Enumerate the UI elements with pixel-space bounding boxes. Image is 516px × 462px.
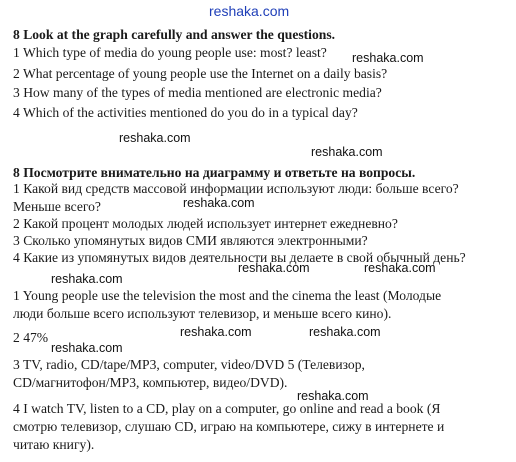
answer-4-cont: смотрю телевизор, слушаю CD, играю на компьютере, сижу в интернете и [13, 419, 445, 434]
watermark: reshaka.com [311, 145, 383, 159]
question-ru-2: 2 Какой процент молодых людей использует интернет ежедневно? [13, 216, 398, 231]
heading-en: 8 Look at the graph carefully and answer the questions. [13, 27, 336, 42]
watermark: reshaka.com [238, 261, 310, 275]
watermark: reshaka.com [297, 389, 369, 403]
question-en-4: 4 Which of the activities mentioned do you do in a typical day? [13, 105, 358, 120]
answer-1: 1 Young people use the television the most and the cinema the least (Молодые [13, 288, 442, 303]
question-en-1: 1 Which type of media do young people use: most? least? [13, 45, 327, 60]
watermark: reshaka.com [364, 261, 436, 275]
question-en-3: 3 How many of the types of media mentioned are electronic media? [13, 85, 382, 100]
answer-4-end: читаю книгу). [13, 437, 95, 452]
question-ru-3: 3 Сколько упомянутых видов СМИ являются электронными? [13, 233, 368, 248]
question-en-2: 2 What percentage of young people use the Internet on a daily basis? [13, 66, 388, 81]
watermark: reshaka.com [51, 341, 123, 355]
answer-3: 3 TV, radio, CD/tape/MP3, computer, video/DVD 5 (Телевизор, [13, 357, 365, 372]
watermark-top: reshaka.com [209, 3, 290, 19]
question-ru-1: 1 Какой вид средств массовой информации используют люди: больше всего? [13, 181, 459, 196]
watermark: reshaka.com [119, 131, 191, 145]
watermark: reshaka.com [352, 51, 424, 65]
question-ru-4: 4 Какие из упомянутых видов деятельности вы делаете в свой обычный день? [13, 250, 466, 265]
answer-4: 4 I watch TV, listen to a CD, play on a computer, go online and read a book (Я [13, 401, 441, 416]
heading-ru: 8 Посмотрите внимательно на диаграмму и ответьте на вопросы. [13, 165, 416, 180]
watermark: reshaka.com [309, 325, 381, 339]
answer-2: 2 47% [13, 330, 49, 345]
watermark: reshaka.com [183, 196, 255, 210]
question-ru-1-cont: Меньше всего? [13, 199, 101, 214]
watermark: reshaka.com [180, 325, 252, 339]
answer-3-cont: CD/магнитофон/MP3, компьютер, видео/DVD). [13, 375, 288, 390]
answer-1-cont: люди больше всего используют телевизор, и меньше всего кино). [13, 306, 392, 321]
watermark: reshaka.com [51, 272, 123, 286]
